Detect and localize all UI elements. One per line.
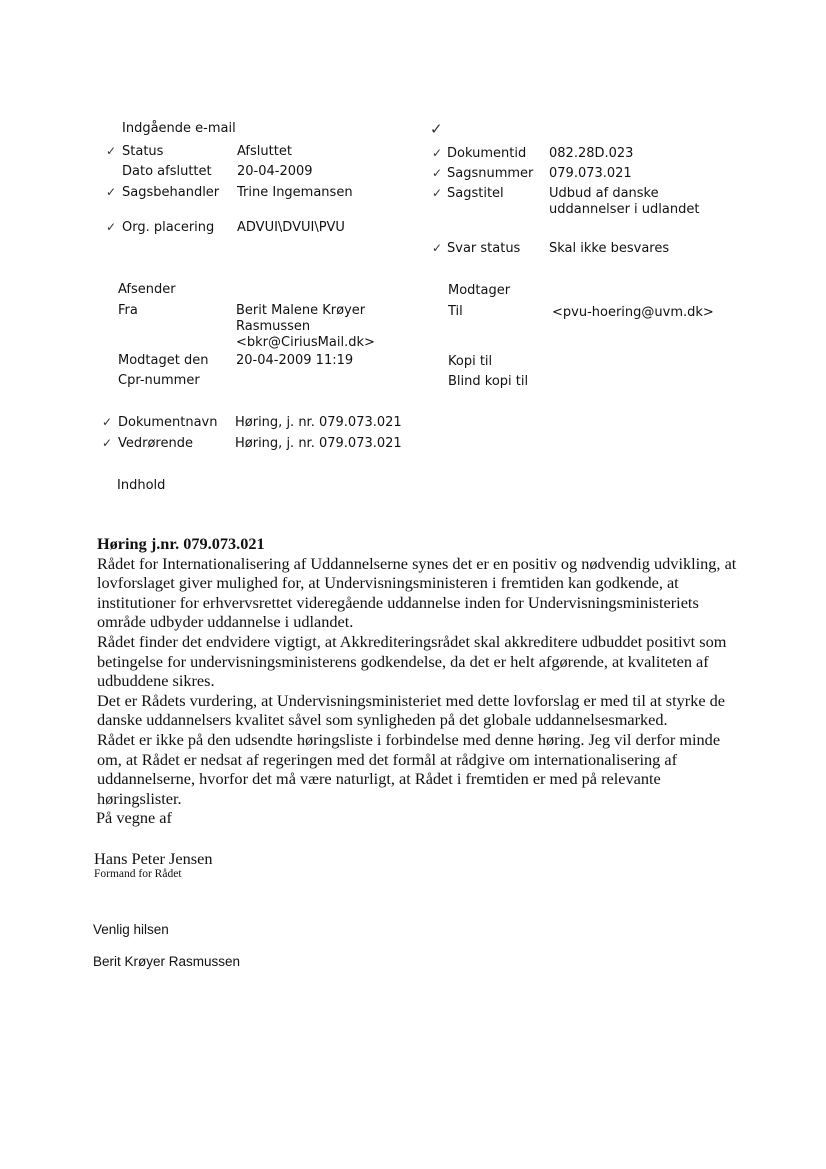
docid-label: Dokumentid — [447, 146, 527, 161]
caseno-value: 079.073.021 — [549, 166, 632, 181]
casetitle-value: Udbud af danske uddannelser i udlandet — [549, 186, 700, 217]
caseno-check-icon: ✓ — [432, 166, 443, 180]
cpr-label: Cpr-nummer — [118, 373, 200, 388]
org-label: Org. placering — [122, 220, 215, 235]
status-label: Status — [122, 144, 164, 159]
docname-check-icon: ✓ — [102, 415, 113, 429]
caseno-label: Sagsnummer — [447, 166, 534, 181]
from-value: Berit Malene Krøyer Rasmussen <bkr@CiriusMail.dk> — [236, 303, 375, 350]
letter-title: Høring j.nr. 079.073.021 — [97, 534, 265, 553]
casetitle-label: Sagstitel — [447, 186, 504, 201]
sender-signature: Berit Krøyer Rasmussen — [93, 954, 241, 969]
docname-label: Dokumentnavn — [118, 415, 218, 430]
reply-status-label: Svar status — [447, 241, 521, 256]
email-type-label: Indgående e-mail — [122, 121, 236, 136]
date-closed-value: 20-04-2009 — [237, 164, 313, 179]
docid-check-icon: ✓ — [432, 146, 443, 160]
letter-body — [97, 534, 737, 808]
regarding-check-icon: ✓ — [102, 436, 113, 450]
on-behalf-text: På vegne af — [96, 808, 172, 827]
letter-paragraph: Rådet for Internationalisering af Uddannelserne synes det er en positiv og nødvendig udvikling, at lovforslaget giver mulighed for, at Undervisningsministeren i fremtiden kan godkende, at institutioner for erhvervsrettet videregående uddannelse inden for Undervisningsministeriets område udbyder uddannelse i udlandet. — [97, 553, 737, 632]
reply-check-icon: ✓ — [432, 241, 443, 255]
received-label: Modtaget den — [118, 353, 209, 368]
content-label: Indhold — [117, 478, 166, 493]
docid-value: 082.28D.023 — [549, 146, 634, 161]
handler-label: Sagsbehandler — [122, 185, 220, 200]
recipient-heading: Modtager — [448, 283, 511, 298]
bcc-label: Blind kopi til — [448, 374, 529, 389]
to-value: <pvu-hoering@uvm.dk> — [552, 305, 714, 320]
letter-paragraph: Rådet er ikke på den udsendte høringsliste i forbindelse med denne høring. Jeg vil derfor minde om, at Rådet er nedsat af regeringen med det formål at rådgive om internationalisering af uddannelserne, hvorfor det må være naturligt, at Rådet i fremtiden er med på relevante høringslister. — [97, 729, 721, 808]
regarding-label: Vedrørende — [118, 436, 193, 451]
header-check-icon: ✓ — [430, 120, 443, 138]
status-check-icon: ✓ — [106, 144, 117, 158]
received-value: 20-04-2009 11:19 — [236, 353, 354, 368]
org-value: ADVUI\DVUI\PVU — [237, 220, 345, 235]
letter-paragraph: Rådet finder det endvidere vigtigt, at Akkrediteringsrådet skal akkreditere udbuddet positivt som betingelse for undervisningsministerens godkendelse, da det er helt afgørende, at kvaliteten af udbuddene sikres. — [97, 631, 727, 691]
signer-name: Hans Peter Jensen — [94, 849, 213, 868]
org-check-icon: ✓ — [106, 220, 117, 234]
date-closed-label: Dato afsluttet — [122, 164, 212, 179]
greeting-text: Venlig hilsen — [93, 922, 169, 937]
sender-heading: Afsender — [118, 282, 176, 297]
signer-title: Formand for Rådet — [94, 868, 182, 880]
reply-status-value: Skal ikke besvares — [549, 241, 670, 256]
cc-label: Kopi til — [448, 354, 493, 369]
handler-value: Trine Ingemansen — [237, 185, 353, 200]
casetitle-check-icon: ✓ — [432, 186, 443, 200]
letter-paragraph: Det er Rådets vurdering, at Undervisningsministeriet med dette lovforslag er med til at styrke de danske uddannelsers kvalitet såvel som synligheden på det globale uddannelsesmarked. — [97, 690, 726, 730]
to-label: Til — [448, 304, 463, 319]
status-value: Afsluttet — [237, 144, 292, 159]
docname-value: Høring, j. nr. 079.073.021 — [235, 415, 402, 430]
regarding-value: Høring, j. nr. 079.073.021 — [235, 436, 402, 451]
handler-check-icon: ✓ — [106, 185, 117, 199]
from-label: Fra — [118, 303, 138, 318]
